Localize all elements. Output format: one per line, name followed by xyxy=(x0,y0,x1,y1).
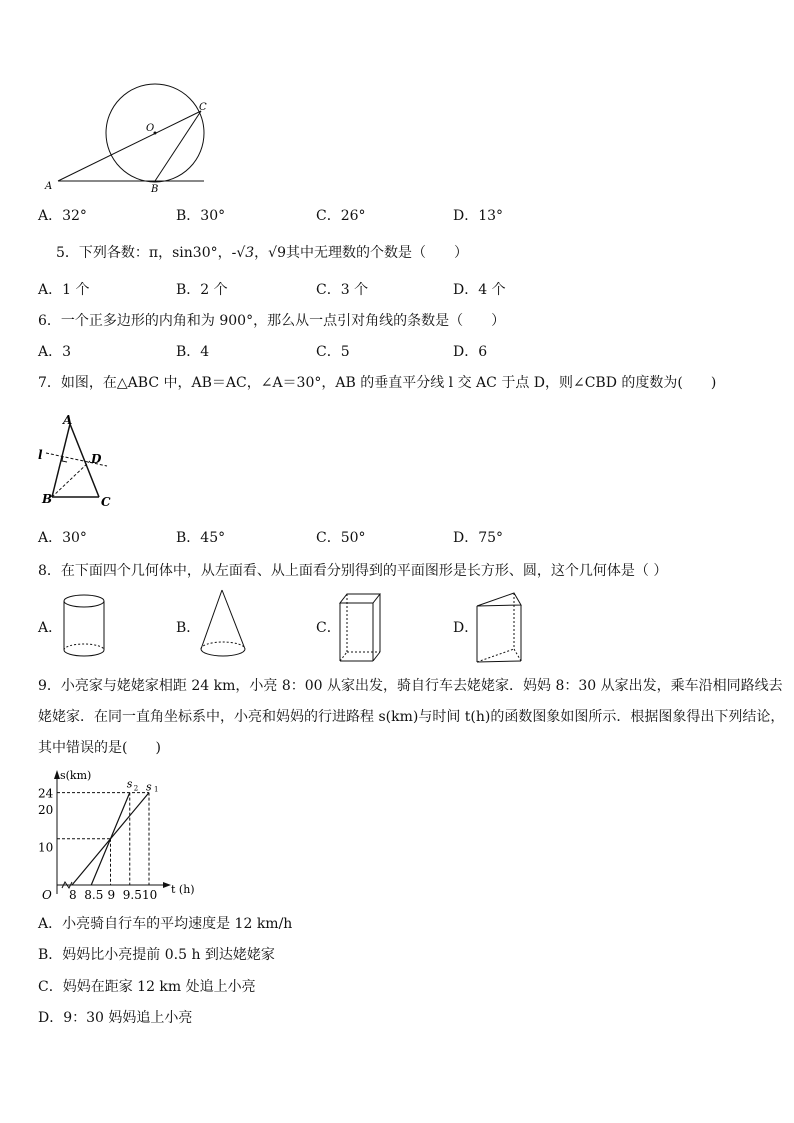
series-label-s1: s xyxy=(146,780,152,794)
q9-stem-line2: 姥姥家．在同一直角坐标系中，小亮和妈妈的行进路程 s(km)与时间 t(h)的函数图象如图所示．根据图象得出下列结论， xyxy=(38,709,785,725)
x-tick-label-0: 8 xyxy=(69,888,77,902)
q9-option-b: B．妈妈比小亮提前 0.5 h 到达姥姥家 xyxy=(38,947,275,963)
x-axis-label: t (h) xyxy=(171,883,195,896)
q4-option-b: B．30° xyxy=(176,208,226,224)
q8-option-a: A． xyxy=(38,620,63,636)
label-l: l xyxy=(38,448,43,462)
y-tick-label-1: 20 xyxy=(38,803,54,817)
q4-option-c: C．26° xyxy=(316,208,366,224)
q5-option-a: A．1 个 xyxy=(38,282,90,298)
x-tick-label-4: 10 xyxy=(142,888,158,902)
q7-option-a: A．30° xyxy=(38,530,87,546)
q7-stem: 7．如图，在△ABC 中，AB＝AC，∠A＝30°，AB 的垂直平分线 l 交 AC 于点 D，则∠CBD 的度数为( ) xyxy=(38,375,717,391)
q5-option-d: D．4 个 xyxy=(453,282,506,298)
label-c: C xyxy=(101,495,111,509)
q6-option-a: A．3 xyxy=(38,344,72,360)
q9-option-d: D．9：30 妈妈追上小亮 xyxy=(38,1010,193,1026)
origin-label: O xyxy=(42,888,52,902)
x-tick-label-3: 9.5 xyxy=(122,888,142,902)
y-axis-label: s(km) xyxy=(60,769,92,782)
q5-option-b: B．2 个 xyxy=(176,282,228,298)
q8-option-c: C． xyxy=(316,620,341,636)
label-a: A xyxy=(45,181,53,192)
x-axis-arrow xyxy=(163,882,171,888)
series-label-s2-sub: 2 xyxy=(133,784,139,793)
q6-stem: 6．一个正多边形的内角和为 900°，那么从一点引对角线的条数是（ ） xyxy=(38,313,506,329)
q5-sqrt-neg3: -√3 xyxy=(231,245,255,261)
q5-sqrt9: √9 xyxy=(268,245,286,261)
q9-option-a: A．小亮骑自行车的平均速度是 12 km/h xyxy=(38,916,293,932)
x-tick-label-2: 9 xyxy=(107,888,116,902)
q6-option-d: D．6 xyxy=(453,344,488,360)
label-a: A xyxy=(63,413,73,427)
q9-stem-line3: 其中错误的是( ) xyxy=(38,740,161,756)
x-tick-label-1: 8.5 xyxy=(84,888,104,902)
q7-option-b: B．45° xyxy=(176,530,226,546)
q9-option-c: C．妈妈在距家 12 km 处追上小亮 xyxy=(38,979,256,995)
q8-stem: 8．在下面四个几何体中，从左面看、从上面看分别得到的平面图形是长方形、圆，这个几何体是（ ） xyxy=(38,563,668,579)
q7-option-d: D．75° xyxy=(453,530,504,546)
y-tick-label-2: 24 xyxy=(38,786,54,801)
q5-option-c: C．3 个 xyxy=(316,282,369,298)
q6-option-c: C．5 xyxy=(316,344,350,360)
y-tick-label-0: 10 xyxy=(38,840,54,855)
q5-stem-suffix: 其中无理数的个数是（ ） xyxy=(286,245,468,261)
q5-sep: ， xyxy=(254,245,269,261)
q7-option-c: C．50° xyxy=(316,530,366,546)
q4-option-a: A．32° xyxy=(38,208,87,224)
q4-option-d: D．13° xyxy=(453,208,504,224)
label-o: O xyxy=(146,123,155,134)
q5-stem-prefix: 5．下列各数：π，sin30°， xyxy=(56,245,232,261)
series-label-s2: s xyxy=(126,777,133,791)
label-d: D xyxy=(91,452,102,466)
series-label-s1-sub: 1 xyxy=(154,785,159,794)
label-b: B xyxy=(151,184,159,195)
label-b: B xyxy=(42,492,53,506)
q6-option-b: B．4 xyxy=(176,344,210,360)
q8-option-b: B． xyxy=(176,620,201,636)
q8-option-d: D． xyxy=(453,620,479,636)
label-c: C xyxy=(199,102,207,113)
q9-stem-line1: 9．小亮家与姥姥家相距 24 km，小亮 8：00 从家出发，骑自行车去姥姥家．妈妈 8：30 从家出发，乘车沿相同路线去 xyxy=(38,678,783,694)
